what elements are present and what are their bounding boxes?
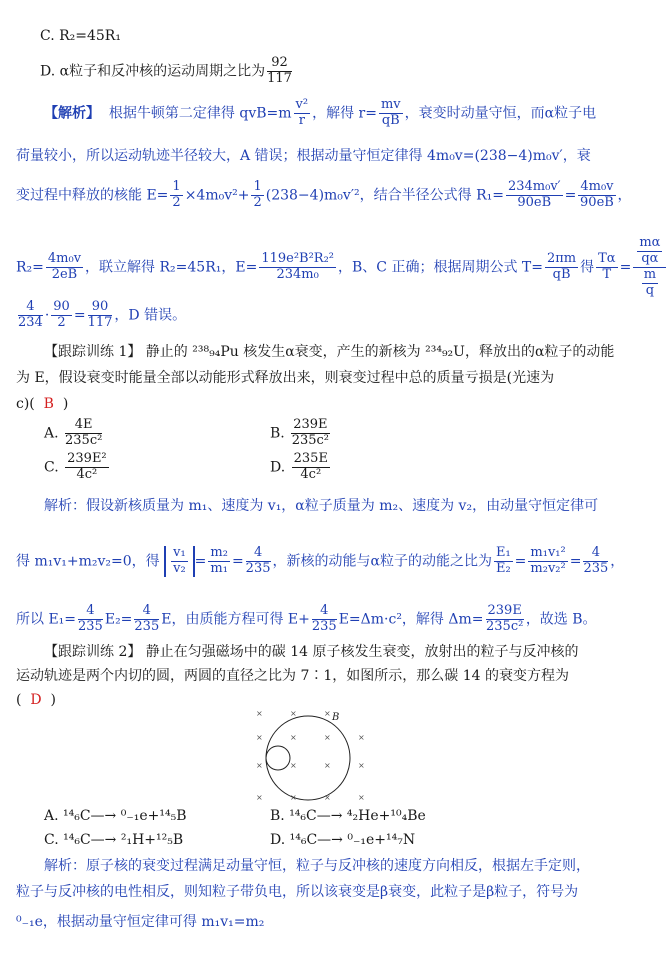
small-orbit-circle [266,746,290,770]
exercise1-option-a: A. $\frac{4E}{\text{235c²}}$ [44,417,103,448]
svg-text:×: × [324,793,331,802]
compound-fraction: $\frac{\frac{m\alpha}{q\alpha}}{\frac{m}{q}}$ [633,236,666,299]
analysis2-line-1: 解析：假设新核质量为 m₁、速度为 v₁，α粒子质量为 m₂、速度为 v₂，由动量守恒定律可 [44,498,599,514]
exercise1-option-d: D. $\frac{235E}{\text{4c²}}$ [270,451,328,482]
field-cross-marks [256,709,365,802]
svg-text:×: × [256,733,263,742]
svg-text:×: × [256,793,263,802]
svg-text:×: × [290,733,297,742]
svg-text:×: × [290,709,297,718]
large-orbit-circle [266,716,350,800]
exercise1-line-3: c)( B ) [16,396,69,412]
analysis2-line-2: 得 m₁v₁+m₂v₂=0，得 $\frac{\text{v₁}}{\text{v₂}}$ = $\frac{\text{m₂}}{\text{m₁}}$ = $\frac{4}{235}$ ，新核的动能与α粒子的动能之比为 $\frac{\text{E₁}}{\text{E₂}}$ = $\frac{\text{m₁v₁²}}{\text{m₂v₂²}}$ = $\frac{4}{235}$ ， [16,545,625,576]
svg-text:×: × [290,761,297,770]
svg-text:×: × [324,761,331,770]
svg-text:×: × [256,709,263,718]
svg-text:×: × [290,793,297,802]
svg-text:×: × [324,733,331,742]
svg-text:×: × [358,793,365,802]
analysis-line-3: 变过程中释放的核能 E= $\frac{1}{2}$ ×4m₀v²+ $\frac{1}{2}$ (238−4)m₀v′²，结合半径公式得 R₁= $\frac{\text{234m₀v′}}{90eB}$ = $\frac{\text{4m₀v}}{90eB}$ ， [16,179,632,210]
option-c: C. R₂=45R₁ [40,28,121,44]
analysis2-line-3: 所以 E₁= $\frac{4}{235}$ E₂= $\frac{4}{235}$ E，由质能方程可得 E+ $\frac{4}{235}$ E=Δm·c²，解得 Δm= $\frac{239E}{\text{235c²}}$ ，故选 B。 [16,603,597,634]
svg-text:×: × [256,761,263,770]
analysis3-line-1: 解析：原子核的衰变过程满足动量守恒，粒子与反冲核的速度方向相反，根据左手定则， [44,858,590,874]
svg-text:×: × [358,733,365,742]
analysis-line-2: 荷量较小，所以运动轨迹半径较大，A 错误；根据动量守恒定律得 4m₀v=(238−4)m₀v′，衰 [16,148,591,164]
exercise2-option-d: D. ¹⁴₆C—→ ⁰₋₁e+¹⁴₇N [270,832,416,848]
magnetic-field-figure [254,708,366,804]
exercise1-line-1: 【跟踪训练 1】 静止的 ²³⁸₉₄Pu 核发生α衰变，产生的新核为 ²³⁴₉₂U，释放出的α粒子的动能 [44,344,615,360]
exercise2-line-2: 运动轨迹是两个内切的圆，两圆的直径之比为 7∶1，如图所示，那么碳 14 的衰变方程为 [16,668,569,684]
analysis3-line-2: 粒子与反冲核的电性相反，则知粒子带负电，所以该衰变是β衰变，此粒子是β粒子，符号为 [16,884,579,900]
svg-text:×: × [324,709,331,718]
svg-text:×: × [358,761,365,770]
exercise1-line-2: 为 E，假设衰变时能量全部以动能形式释放出来，则衰变过程中总的质量亏损是(光速为 [16,370,555,386]
analysis-line-1: 【解析】 根据牛顿第二定律得 qvB=m $\frac{\text{v²}}{r}$ ，解得 r= $\frac{mv}{qB}$ ，衰变时动量守恒，而α粒子电 [44,97,597,128]
field-label-b: B [332,712,340,723]
exercise2-option-a: A. ¹⁴₆C—→ ⁰₋₁e+¹⁴₅B [44,808,187,824]
exercise2-option-b: B. ¹⁴₆C—→ ⁴₂He+¹⁰₄Be [270,808,426,824]
exercise2-option-c: C. ¹⁴₆C—→ ²₁H+¹²₅B [44,832,184,848]
option-d: D. α粒子和反冲核的运动周期之比为 $\frac{92}{117}$ [40,55,292,86]
answer-b: B [43,396,54,412]
exercise2-line-1: 【跟踪训练 2】 静止在匀强磁场中的碳 14 原子核发生衰变，放射出的粒子与反冲核的 [44,644,579,660]
exercise1-option-c: C. $\frac{\text{239E²}}{\text{4c²}}$ [44,451,107,482]
analysis-line-5: $\frac{4}{234}$ · $\frac{90}{2}$ = $\frac{90}{117}$ ，D 错误。 [18,299,187,330]
exercise2-line-3: ( D ) [16,692,56,708]
exercise1-option-b: B. $\frac{239E}{\text{235c²}}$ [270,417,330,448]
analysis-line-4: R₂= $\frac{\text{4m₀v}}{2eB}$ ，联立解得 R₂=45R₁，E= $\frac{\text{119e²B²R₂²}}{\text{234m₀}}$ ，B、C 正确；根据周期公式 T= $\frac{2\pi m}{qB}$ 得 $\frac{T\alpha}{T}$ = $\frac{\frac{m\alpha}{q\alpha}}{\frac{m}{q}}$ [16,236,668,299]
answer-d: D [30,692,42,708]
analysis3-line-3: ⁰₋₁e，根据动量守恒定律可得 m₁v₁=m₂ [16,914,265,930]
